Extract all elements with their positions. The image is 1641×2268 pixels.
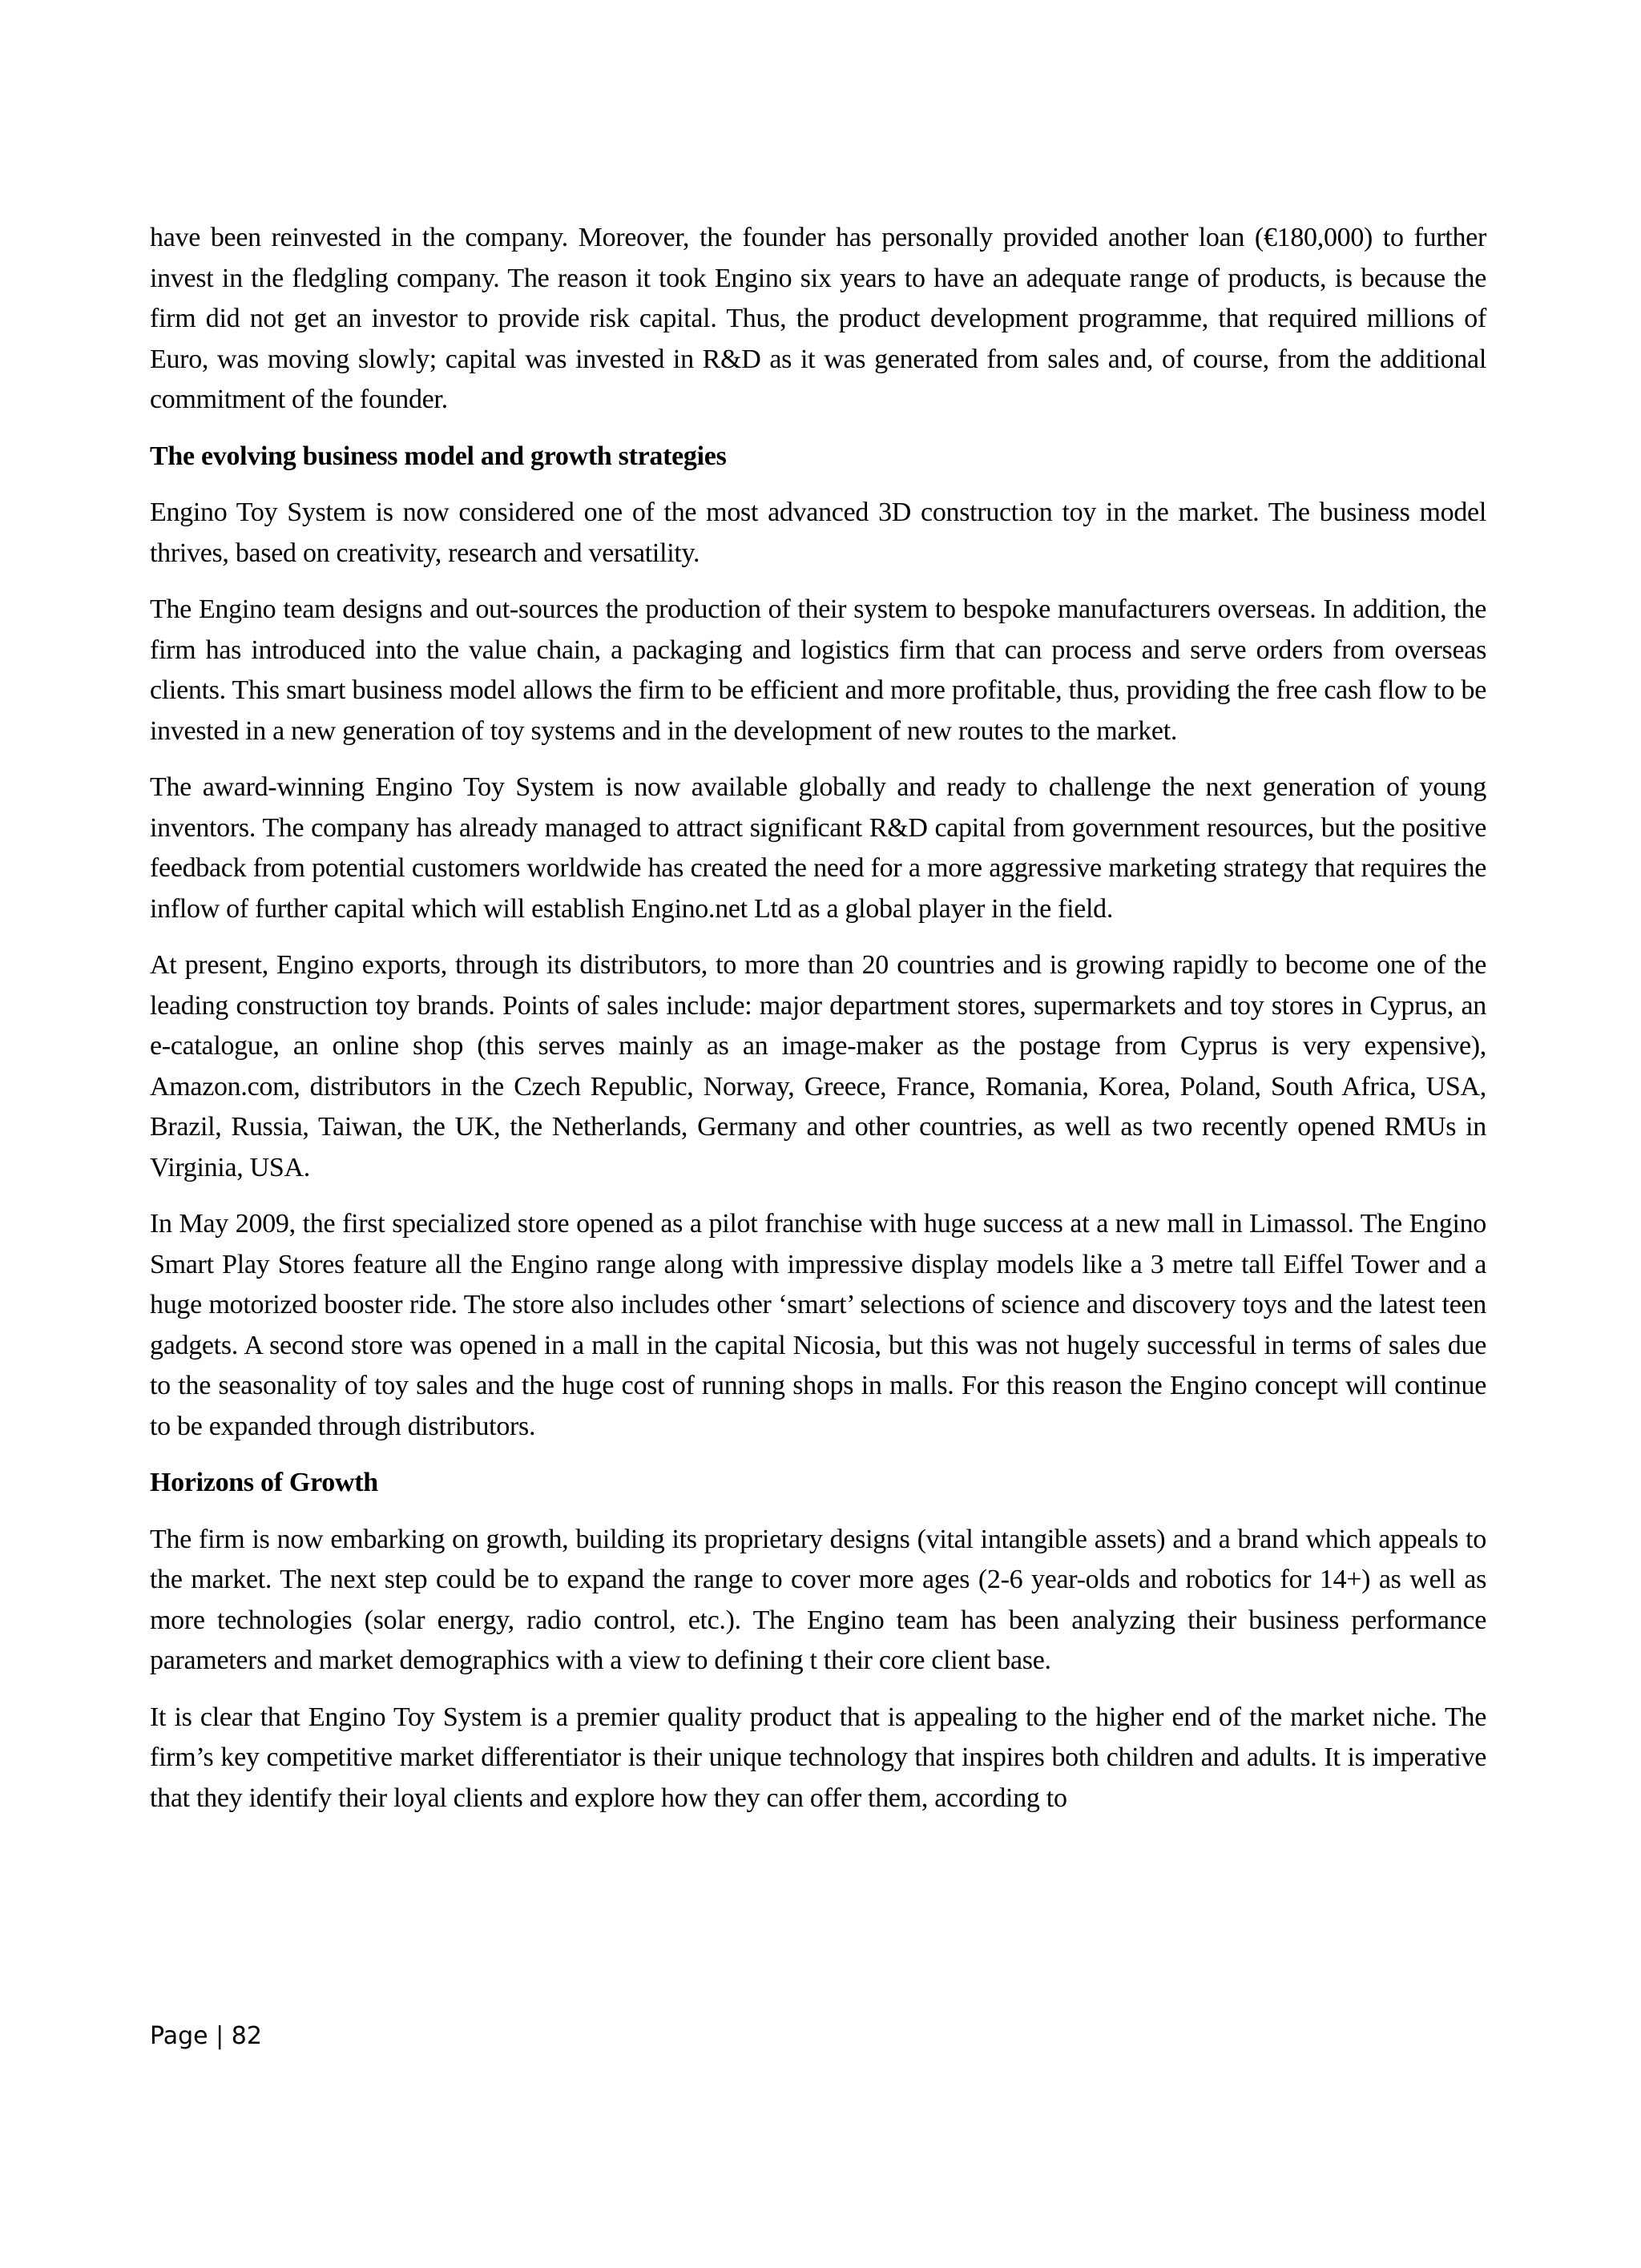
paragraph-business-model-3: The award-winning Engino Toy System is now available globally and ready to challenge the next generation of young inventors. The company has already managed to attract significant R&D capital from government resources, but the positive feedback from potential customers worldwide has created the need for a more aggressive marketing strategy that requires the inflow of further capital which will establish Engino.net Ltd as a global player in the field. — [150, 772, 1486, 924]
body-text — [150, 218, 1486, 1835]
paragraph-intro: have been reinvested in the company. Moreover, the founder has personally provided another loan (€180,000) to further invest in the fledgling company. The reason it took Engino six years to have an adequate range of products, is because the firm did not get an investor to provide risk capital. Thus, the product development programme, that required millions of Euro, was moving slowly; capital was invested in R&D as it was generated from sales and, of course, from the additional commitment of the founder. — [150, 223, 1486, 414]
section-heading-business-model: The evolving business model and growth strategies — [150, 441, 727, 471]
paragraph-business-model-5: In May 2009, the first specialized store opened as a pilot franchise with huge success at a new mall in Limassol. The Engino Smart Play Stores feature all the Engino range along with impressive display models like a 3 metre tall Eiffel Tower and a huge motorized booster ride. The store also includes other ‘smart’ selections of science and discovery toys and the latest teen gadgets. A second store was opened in a mall in the capital Nicosia, but this was not hugely successful in terms of sales due to the seasonality of toy sales and the huge cost of running shops in malls. For this reason the Engino concept will continue to be expanded through distributors. — [150, 1209, 1486, 1441]
paragraph-horizons-1: The firm is now embarking on growth, building its proprietary designs (vital intangible assets) and a brand which appeals to the market. The next step could be to expand the range to cover more ages (2-6 year-olds and robotics for 14+) as well as more technologies (solar energy, radio control, etc.). The Engino team has been analyzing their business performance parameters and market demographics with a view to defining t their core client base. — [150, 1524, 1486, 1675]
page-number: Page | 82 — [150, 2022, 262, 2050]
paragraph-business-model-1: Engino Toy System is now considered one of the most advanced 3D construction toy in the market. The business model thrives, based on creativity, research and versatility. — [150, 498, 1486, 568]
paragraph-business-model-2: The Engino team designs and out-sources the production of their system to bespoke manufacturers overseas. In addition, the firm has introduced into the value chain, a packaging and logistics firm that can process and serve orders from overseas clients. This smart business model allows the firm to be efficient and more profitable, thus, providing the free cash flow to be invested in a new generation of toy systems and in the development of new routes to the market. — [150, 594, 1486, 746]
paragraph-horizons-2: It is clear that Engino Toy System is a premier quality product that is appealing to the higher end of the market niche. The firm’s key competitive market differentiator is their unique technology that inspires both children and adults. It is imperative that they identify their loyal clients and explore how they can offer them, according to — [150, 1702, 1486, 1813]
section-heading-horizons: Horizons of Growth — [150, 1468, 378, 1497]
paragraph-business-model-4: At present, Engino exports, through its distributors, to more than 20 countries and is growing rapidly to become one of the leading construction toy brands. Points of sales include: major department stores, supermarkets and toy stores in Cyprus, an e-catalogue, an online shop (this serves mainly as an image-maker as the postage from Cyprus is very expensive), Amazon.com, distributors in the Czech Republic, Norway, Greece, France, Romania, Korea, Poland, South Africa, USA, Brazil, Russia, Taiwan, the UK, the Netherlands, Germany and other countries, as well as two recently opened RMUs in Virginia, USA. — [150, 950, 1486, 1182]
